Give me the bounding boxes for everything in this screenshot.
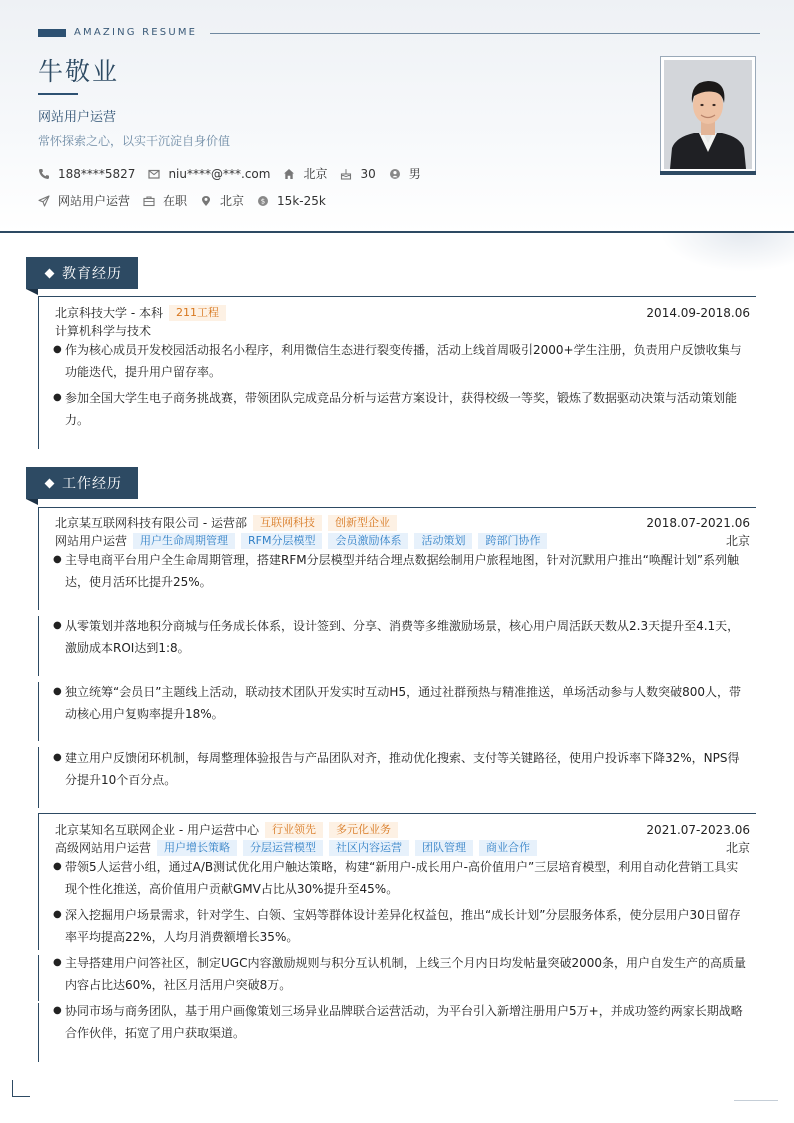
job-title: 网站用户运营 bbox=[38, 110, 117, 125]
bullet-text: 从零策划并落地积分商城与任务成长体系，设计签到、分享、消费等多维激励场景，核心用户周活跃天数从2.3天提升至4.1天，激励成本ROI达到1:8。 bbox=[65, 619, 740, 655]
home-icon bbox=[283, 168, 295, 180]
bullet-text: 主导搭建用户问答社区，制定UGC内容激励规则与积分互认机制，上线三个月内日均发帖量突破2000条，用户自发生产的高质量内容占比达60%，社区月活用户突破8万。 bbox=[65, 956, 747, 992]
bullet-text: 独立统筹“会员日”主题线上活动，联动技术团队开发实时互动H5，通过社群预热与精准推送，单场活动参与人数突破800人，带动核心用户复购率提升18%。 bbox=[65, 685, 742, 721]
corner-mark bbox=[734, 1100, 778, 1101]
avatar bbox=[664, 60, 752, 169]
timeline-bar bbox=[38, 296, 39, 449]
timeline-bar bbox=[38, 813, 39, 906]
job-position: 网站用户运营 bbox=[55, 534, 128, 548]
bullet-text: 参加全国大学生电子商务挑战赛，带领团队完成竞品分析与运营方案设计，获得校级一等奖，锻炼了数据驱动决策与活动策划能力。 bbox=[65, 391, 738, 427]
skill-tag: 分层运营模型 bbox=[243, 840, 323, 856]
skill-tag: RFM分层模型 bbox=[241, 533, 322, 549]
timeline-bar bbox=[38, 507, 39, 610]
header-divider bbox=[0, 231, 794, 233]
brand-block bbox=[38, 29, 66, 37]
bullet-dot: ● bbox=[53, 686, 62, 697]
info-item-target-job bbox=[38, 192, 130, 209]
name-underline bbox=[38, 93, 78, 95]
job-position-row bbox=[55, 839, 750, 856]
school-name: 北京科技大学 - 本科 bbox=[55, 306, 163, 320]
skill-tag: 活动策划 bbox=[414, 533, 472, 549]
list-item bbox=[53, 747, 750, 791]
info-row-job bbox=[38, 192, 339, 209]
brand-text: AMAZING RESUME bbox=[74, 27, 198, 38]
timeline-bar bbox=[38, 616, 39, 676]
bullet-dot: ● bbox=[53, 957, 62, 968]
gender-text: 男 bbox=[408, 167, 421, 181]
bullet-dot: ● bbox=[53, 861, 62, 872]
info-item-phone bbox=[38, 167, 135, 181]
location-pin-icon bbox=[200, 195, 212, 207]
list-item bbox=[53, 856, 750, 900]
skill-tag: 商业合作 bbox=[479, 840, 537, 856]
info-item-email bbox=[148, 167, 270, 181]
list-item bbox=[53, 1000, 750, 1044]
info-item-gender bbox=[389, 165, 421, 182]
skill-tag: 团队管理 bbox=[415, 840, 473, 856]
ribbon-fold bbox=[26, 499, 38, 505]
briefcase-icon bbox=[143, 195, 155, 207]
photo-accent-bar bbox=[660, 171, 756, 175]
education-date: 2014.09-2018.06 bbox=[646, 305, 750, 320]
bullet-dot: ● bbox=[53, 392, 62, 403]
cake-icon bbox=[340, 168, 352, 180]
skill-tag: 用户生命周期管理 bbox=[133, 533, 235, 549]
diamond-icon bbox=[45, 268, 55, 278]
list-item bbox=[53, 615, 750, 659]
bullet-dot: ● bbox=[53, 620, 62, 631]
send-icon bbox=[38, 195, 50, 207]
location-text: 北京 bbox=[220, 194, 245, 208]
bullet-text: 作为核心成员开发校园活动报名小程序，利用微信生态进行裂变传播，活动上线首周吸引2000+学生注册，负责用户反馈收集与功能迭代，提升用户留存率。 bbox=[65, 343, 742, 379]
bullet-dot: ● bbox=[53, 909, 62, 920]
phone-icon bbox=[38, 168, 50, 180]
list-item bbox=[53, 904, 750, 948]
corner-mark bbox=[12, 1080, 13, 1096]
major-row bbox=[55, 322, 750, 339]
timeline-bar bbox=[38, 906, 39, 950]
list-item bbox=[53, 549, 750, 593]
info-item-home bbox=[283, 165, 327, 182]
section-title-work bbox=[26, 467, 138, 499]
status-text: 在职 bbox=[163, 194, 188, 208]
section-rule bbox=[38, 296, 756, 297]
job-header-row bbox=[55, 514, 750, 531]
bullet-dot: ● bbox=[53, 1005, 62, 1016]
timeline-bar bbox=[38, 1003, 39, 1062]
company-tag: 多元化业务 bbox=[329, 822, 398, 838]
diamond-icon bbox=[45, 478, 55, 488]
education-header-row bbox=[55, 304, 750, 321]
ribbon-fold bbox=[26, 289, 38, 295]
timeline-bar bbox=[38, 682, 39, 741]
list-item bbox=[53, 681, 750, 725]
school-tag: 211工程 bbox=[169, 305, 226, 321]
job-header-row bbox=[55, 821, 750, 838]
info-item-salary bbox=[257, 194, 326, 208]
job-date: 2018.07-2021.06 bbox=[646, 515, 750, 530]
phone-text: 188****5827 bbox=[58, 166, 136, 181]
job-position-row bbox=[55, 532, 750, 549]
mail-icon bbox=[148, 168, 160, 180]
section-rule bbox=[38, 507, 756, 508]
info-item-age bbox=[340, 167, 375, 181]
section-title-education bbox=[26, 257, 138, 289]
email-text: niu****@***.com bbox=[168, 166, 271, 181]
info-item-status bbox=[143, 192, 187, 209]
skill-tag: 社区内容运营 bbox=[329, 840, 409, 856]
candidate-name: 牛敬业 bbox=[38, 57, 120, 86]
info-item-location bbox=[200, 192, 244, 209]
age-text: 30 bbox=[360, 166, 376, 181]
gender-icon bbox=[389, 168, 401, 180]
info-row-personal bbox=[38, 165, 434, 182]
slogan: 常怀探索之心，以实干沉淀自身价值 bbox=[38, 134, 231, 148]
bullet-text: 建立用户反馈闭环机制，每周整理体验报告与产品团队对齐，推动优化搜索、支付等关键路径，使用户投诉率下降32%，NPS得分提升10个百分点。 bbox=[65, 751, 740, 787]
list-item bbox=[53, 339, 750, 383]
salary-icon bbox=[257, 195, 269, 207]
job-date: 2021.07-2023.06 bbox=[646, 822, 750, 837]
timeline-bar bbox=[38, 747, 39, 808]
skill-tag: 会员激励体系 bbox=[328, 533, 408, 549]
list-item bbox=[53, 952, 750, 996]
bullet-text: 深入挖掘用户场景需求，针对学生、白领、宝妈等群体设计差异化权益包，推出“成长计划”分层服务体系，使分层用户30日留存率平均提高22%，人均月消费额增长35%。 bbox=[65, 908, 741, 944]
svg-text:$: $ bbox=[260, 197, 266, 206]
target-job-text: 网站用户运营 bbox=[58, 194, 131, 208]
company-tag: 行业领先 bbox=[265, 822, 323, 838]
corner-mark bbox=[12, 1096, 30, 1097]
company-tag: 互联网科技 bbox=[253, 515, 322, 531]
home-city-text: 北京 bbox=[303, 167, 328, 181]
company-tag: 创新型企业 bbox=[328, 515, 397, 531]
bullet-text: 主导电商平台用户全生命周期管理，搭建RFM分层模型并结合埋点数据绘制用户旅程地图，针对沉默用户推出“唤醒计划”系列触达，使月活环比提升25%。 bbox=[65, 553, 740, 589]
company-name: 北京某知名互联网企业 - 用户运营中心 bbox=[55, 823, 259, 837]
bullet-text: 协同市场与商务团队，基于用户画像策划三场异业品牌联合运营活动，为平台引入新增注册用户5万+，并成功签约两家长期战略合作伙伴，拓宽了用户获取渠道。 bbox=[65, 1004, 743, 1040]
bullet-dot: ● bbox=[53, 752, 62, 763]
skill-tag: 跨部门协作 bbox=[478, 533, 547, 549]
decorative-glow bbox=[660, 232, 794, 272]
job-divider bbox=[38, 813, 756, 814]
profile-photo bbox=[660, 56, 756, 173]
list-item bbox=[53, 387, 750, 431]
bullet-text: 带领5人运营小组，通过A/B测试优化用户触达策略，构建“新用户-成长用户-高价值用户”三层培育模型，利用自动化营销工具实现个性化推送，高价值用户贡献GMV占比从30%提升至45%。 bbox=[65, 860, 739, 896]
job-city: 北京 bbox=[725, 841, 750, 855]
skill-tag: 用户增长策略 bbox=[157, 840, 237, 856]
section-title-text: 教育经历 bbox=[62, 266, 122, 282]
bullet-dot: ● bbox=[53, 344, 62, 355]
section-title-text: 工作经历 bbox=[62, 476, 122, 492]
job-position: 高级网站用户运营 bbox=[55, 841, 152, 855]
brand-line bbox=[210, 33, 760, 34]
job-city: 北京 bbox=[725, 534, 750, 548]
bullet-dot: ● bbox=[53, 554, 62, 565]
timeline-bar bbox=[38, 955, 39, 1001]
salary-text: 15k-25k bbox=[277, 193, 326, 208]
major-name: 计算机科学与技术 bbox=[55, 324, 152, 338]
company-name: 北京某互联网科技有限公司 - 运营部 bbox=[55, 516, 247, 530]
